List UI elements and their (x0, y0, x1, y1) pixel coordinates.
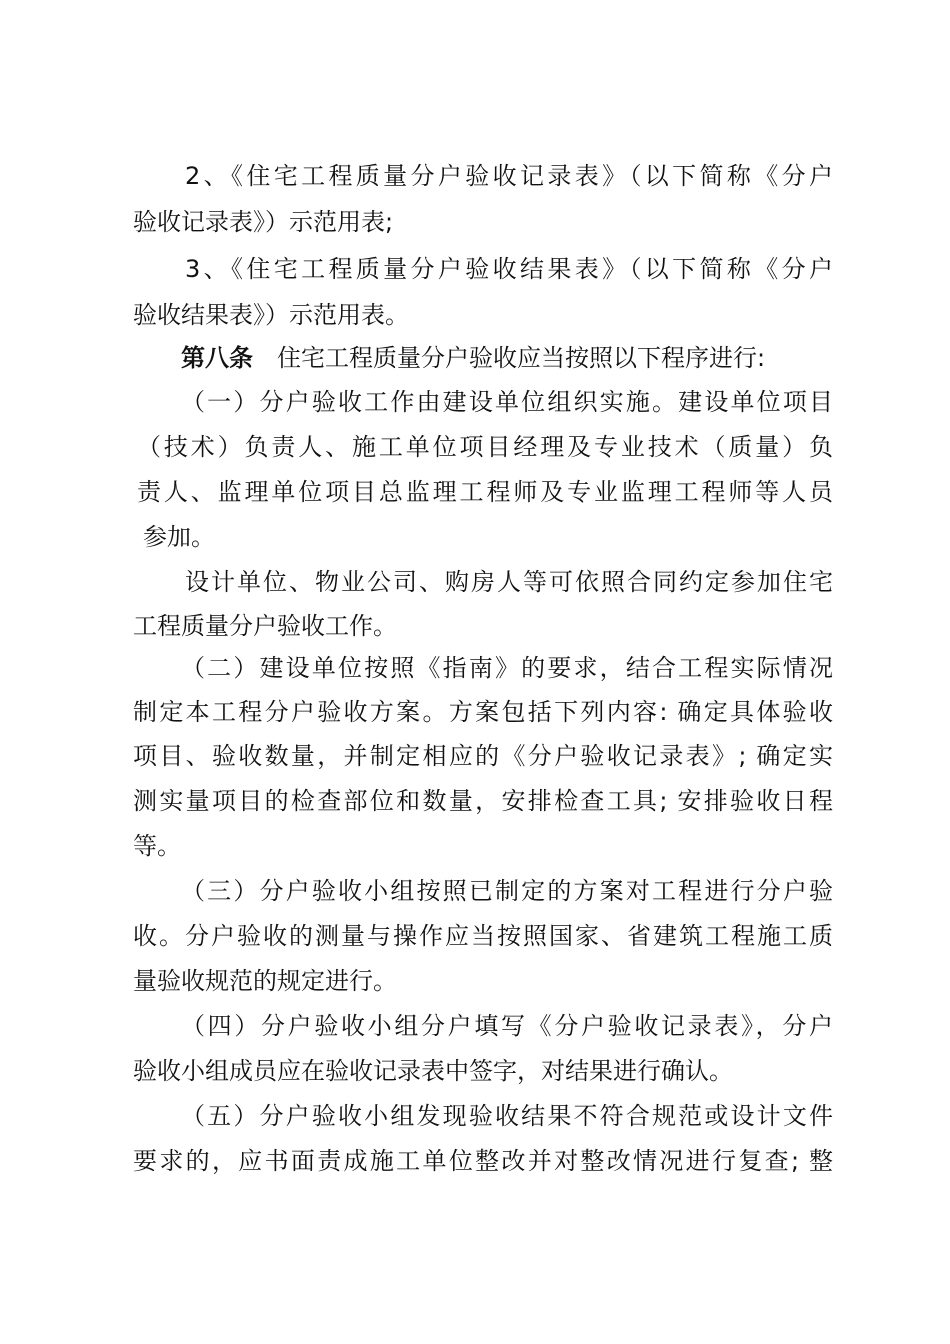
para-6-line-1: （五）分户验收小组发现验收结果不符合规范或设计文件 (181, 1102, 833, 1130)
para-5-line-1: （四）分户验收小组分户填写《分户验收记录表》，分户 (181, 1012, 833, 1040)
para-3-line-4: 测实量项目的检查部位和数量，安排检查工具; 安排验收日程 (133, 787, 833, 815)
para-1-line-2: （技术）负责人、施工单位项目经理及专业技术（质量）负 (137, 433, 833, 461)
para-3-line-5: 等。 (133, 832, 181, 860)
para-5-line-2: 验收小组成员应在验收记录表中签字，对结果进行确认。 (133, 1057, 733, 1085)
item-3-line-2: 验收结果表》）示范用表。 (133, 301, 409, 329)
para-1-line-1: （一）分户验收工作由建设单位组织实施。建设单位项目 (181, 388, 833, 416)
article-heading: 第八条 (181, 344, 253, 372)
para-1-line-4: 参加。 (143, 523, 215, 551)
para-4-line-1: （三）分户验收小组按照已制定的方案对工程进行分户验 (181, 877, 833, 905)
para-6-line-2: 要求的，应书面责成施工单位整改并对整改情况进行复查; 整 (133, 1147, 833, 1175)
article-text: 住宅工程质量分户验收应当按照以下程序进行: (277, 344, 766, 372)
para-3-line-2: 制定本工程分户验收方案。方案包括下列内容: 确定具体验收 (133, 698, 833, 726)
article-8-line (181, 342, 833, 374)
item-2-line-2: 验收记录表》）示范用表; (133, 208, 394, 236)
para-4-line-2: 收。分户验收的测量与操作应当按照国家、省建筑工程施工质 (133, 922, 833, 950)
para-1-line-3: 责人、监理单位项目总监理工程师及专业监理工程师等人员 (137, 478, 833, 506)
para-3-line-3: 项目、验收数量，并制定相应的《分户验收记录表》; 确定实 (133, 742, 833, 770)
para-2-line-2: 工程质量分户验收工作。 (133, 612, 397, 640)
para-2-line-1: 设计单位、物业公司、购房人等可依照合同约定参加住宅 (185, 568, 833, 596)
item-2-line-1: 2、《住宅工程质量分户验收记录表》（以下简称《分户 (185, 162, 833, 190)
item-3-line-1: 3、《住宅工程质量分户验收结果表》（以下简称《分户 (185, 255, 833, 283)
para-3-line-1: （二）建设单位按照《指南》的要求，结合工程实际情况 (181, 654, 833, 682)
para-4-line-3: 量验收规范的规定进行。 (133, 967, 397, 995)
